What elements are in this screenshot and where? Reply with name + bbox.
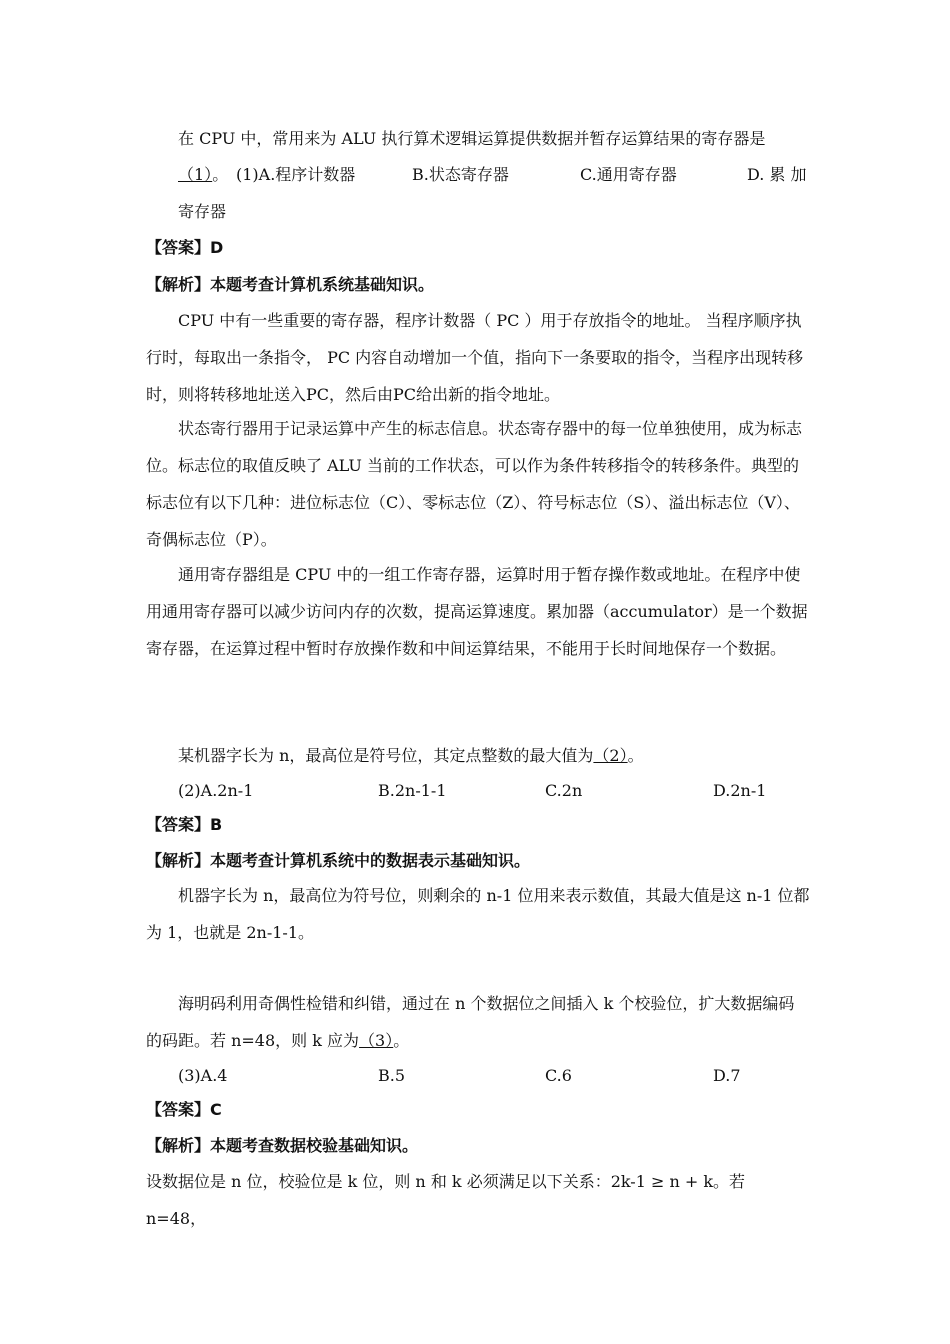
q1-answer: 【答案】D <box>146 238 224 257</box>
q2-stem: 某机器字长为 n，最高位是符号位，其定点整数的最大值为（2）。 <box>178 746 644 765</box>
q3-analysis-paragraph: 设数据位是 n 位，校验位是 k 位，则 n 和 k 必须满足以下关系：2k-1 ≥ n + k。若 n=48， <box>146 1172 746 1228</box>
q1-option-c: C.通用寄存器 <box>580 165 677 184</box>
q1-option-d-wrap: 寄存器 <box>178 202 227 221</box>
q3-stem: 海明码利用奇偶性检错和纠错，通过在 n 个数据位之间插入 k 个校验位，扩大数据编码的码距。若 n=48，则 k 应为（3）。 <box>146 994 795 1050</box>
q2-option-a: (2)A.2n-1 <box>178 781 254 800</box>
q3-answer: 【答案】C <box>146 1100 222 1119</box>
q2-analysis-heading: 【解析】本题考查计算机系统中的数据表示基础知识。 <box>146 851 531 870</box>
q1-analysis-paragraph-3: 通用寄存器组是 CPU 中的一组工作寄存器，运算时用于暂存操作数或地址。在程序中使用通用寄存器可以减少访问内存的次数，提高运算速度。累加器（accumulator）是一个数据寄存器，在运算过程中暂时存放操作数和中间运算结果，不能用于长时间地保存一个数据。 <box>146 565 808 658</box>
q1-analysis-paragraph-1: CPU 中有一些重要的寄存器，程序计数器（ PC ）用于存放指令的地址。 当程序顺序执行时，每取出一条指令， PC 内容自动增加一个值，指向下一条要取的指令，当程序出现转移时，则将转移地址送入PC，然后由PC给出新的指令地址。 <box>146 311 804 404</box>
q3-blank: （3） <box>359 1031 394 1050</box>
q3-option-a: (3)A.4 <box>178 1066 228 1085</box>
q1-option-a: (1)A.程序计数器 <box>236 165 356 184</box>
q1-blank: （1） <box>178 165 213 184</box>
q2-analysis-paragraph: 机器字长为 n，最高位为符号位，则剩余的 n-1 位用来表示数值，其最大值是这 n-1 位都为 1，也就是 2n-1-1。 <box>146 886 810 942</box>
q1-stem: 在 CPU 中，常用来为 ALU 执行算术逻辑运算提供数据并暂存运算结果的寄存器是 <box>178 129 766 148</box>
q3-analysis-heading: 【解析】本题考查数据校验基础知识。 <box>146 1136 419 1155</box>
q1-option-b: B.状态寄存器 <box>412 165 509 184</box>
q2-option-c: C.2n <box>545 781 583 800</box>
q3-option-c: C.6 <box>545 1066 572 1085</box>
q1-option-d: D. 累 加 <box>747 165 807 184</box>
q3-option-b: B.5 <box>378 1066 406 1085</box>
q2-option-b: B.2n-1-1 <box>378 781 447 800</box>
q1-after-blank: 。 <box>212 165 229 184</box>
q1-analysis-heading: 【解析】本题考查计算机系统基础知识。 <box>146 275 435 294</box>
q3-option-d: D.7 <box>713 1066 741 1085</box>
q2-blank: （2） <box>593 746 628 765</box>
q2-option-d: D.2n-1 <box>713 781 767 800</box>
q1-analysis-paragraph-2: 状态寄行器用于记录运算中产生的标志信息。状态寄存器中的每一位单独使用，成为标志位。标志位的取值反映了 ALU 当前的工作状态，可以作为条件转移指令的转移条件。典型的标志位有以下几种：进位标志位（C）、零标志位（Z）、符号标志位（S）、溢出标志位（V）、奇偶标志位（P）。 <box>146 419 803 549</box>
q2-answer: 【答案】B <box>146 815 223 834</box>
